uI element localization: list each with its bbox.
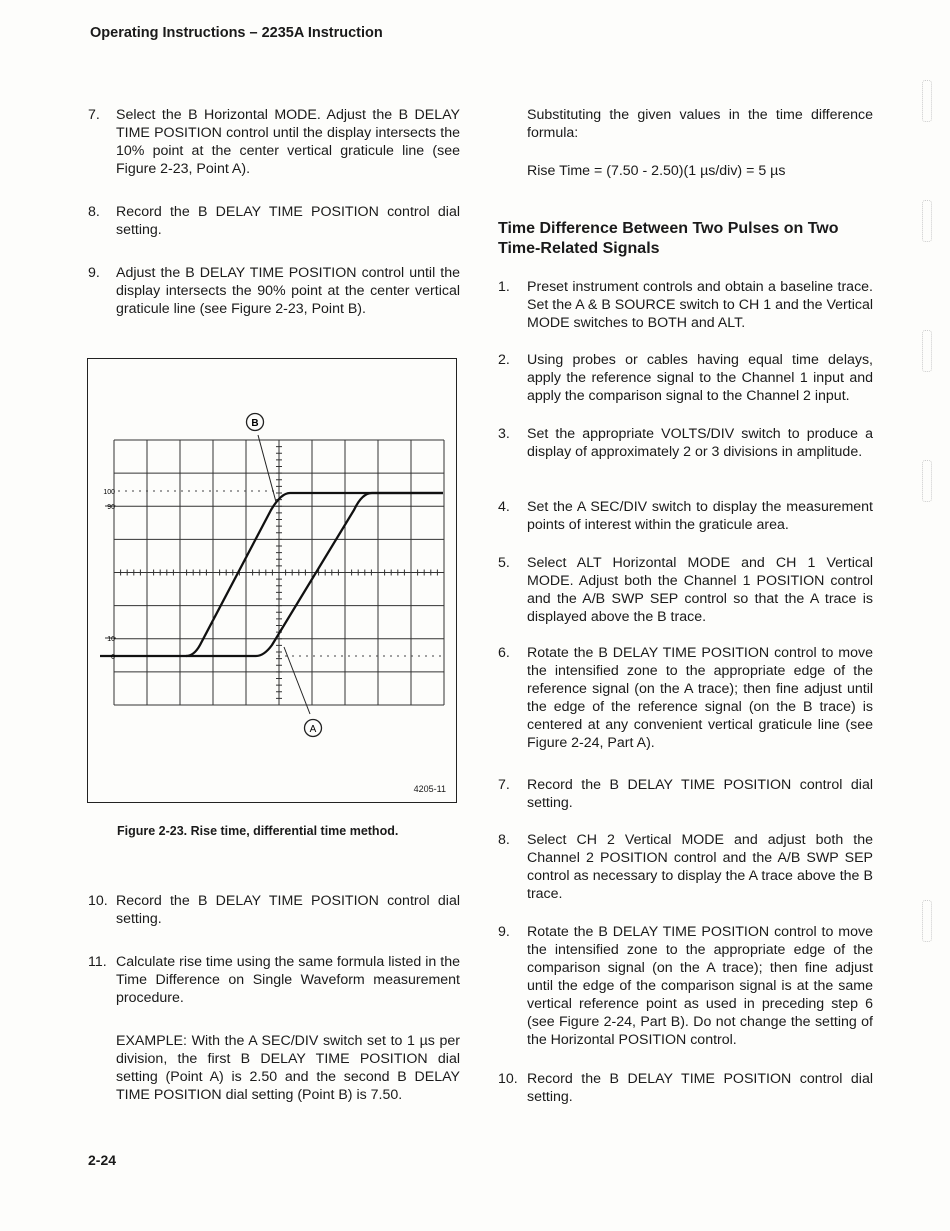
figure-rise-time bbox=[87, 358, 457, 803]
step-text: Preset instrument controls and obtain a baseline trace. Set the A & B SOURCE switch to CH 1 and the Vertical MODE switches to BOTH and ALT. bbox=[527, 279, 873, 331]
step-number: 9. bbox=[498, 924, 510, 940]
step-number: 5. bbox=[498, 555, 510, 571]
step-text: Rotate the B DELAY TIME POSITION control to move the intensified zone to the appropriate edge of the comparison signal (on the A trace); then fine adjust until the edge of the comparison signal is at the same vertical reference point as used in preceding step 6 (see Figure 2-24, Part B). Do not change the setting of the Horizontal POSITION control. bbox=[527, 924, 873, 1048]
step-number: 7. bbox=[88, 107, 100, 123]
step-number: 6. bbox=[498, 645, 510, 661]
label-10: 10 bbox=[107, 636, 115, 643]
step-number: 11. bbox=[88, 954, 107, 970]
step-number: 8. bbox=[88, 204, 100, 220]
step-text: Select the B Horizontal MODE. Adjust the B DELAY TIME POSITION control until the display intersects the 10% point at the center vertical graticule line (see Figure 2-23, Point A). bbox=[116, 107, 460, 177]
step-text: Calculate rise time using the same formula listed in the Time Difference on Single Waveform measurement procedure. bbox=[116, 954, 460, 1006]
step-text: Adjust the B DELAY TIME POSITION control until the display intersects the 90% point at the center vertical graticule line (see Figure 2-23, Point B). bbox=[116, 265, 460, 317]
label-0: 0 bbox=[111, 654, 115, 661]
point-a-label: A bbox=[309, 724, 317, 735]
step-number: 4. bbox=[498, 499, 510, 515]
page-number: 2-24 bbox=[88, 1152, 117, 1168]
section-heading: Time Difference Between Two Pulses on Two Time-Related Signals bbox=[498, 220, 839, 257]
step-number: 7. bbox=[498, 777, 510, 793]
example-paragraph: EXAMPLE: With the A SEC/DIV switch set to 1 µs per division, the first B DELAY TIME POSITION dial setting (Point A) is 2.50 and the second B DELAY TIME POSITION dial setting (Point B) is 7.50. bbox=[116, 1033, 460, 1103]
step-number: 1. bbox=[498, 279, 510, 295]
step-text: Select CH 2 Vertical MODE and adjust both the Channel 2 POSITION control and the A/B SWP SEP control as necessary to display the A trace above the B trace. bbox=[527, 832, 873, 902]
formula: Rise Time = (7.50 - 2.50)(1 µs/div) = 5 µs bbox=[527, 163, 786, 179]
step-text: Select ALT Horizontal MODE and CH 1 Vertical MODE. Adjust both the Channel 1 POSITION control and the A/B SWP SEP control so that the A trace is displayed above the B trace. bbox=[527, 555, 873, 625]
step-text: Record the B DELAY TIME POSITION control dial setting. bbox=[527, 1071, 873, 1105]
step-text: Set the A SEC/DIV switch to display the measurement points of interest within the graticule area. bbox=[527, 499, 873, 533]
intro-paragraph: Substituting the given values in the time difference formula: bbox=[527, 107, 873, 141]
label-90: 90 bbox=[107, 504, 115, 511]
step-text: Rotate the B DELAY TIME POSITION control to move the intensified zone to the appropriate edge of the reference signal (on the A trace); then fine adjust until the edge of the reference signal (on the B trace) is centered at any convenient vertical graticule line (see Figure 2-24, Part A). bbox=[527, 645, 873, 751]
step-text: Using probes or cables having equal time delays, apply the reference signal to the Channel 1 input and apply the comparison signal to the Channel 2 input. bbox=[527, 352, 873, 404]
step-number: 10. bbox=[498, 1071, 518, 1087]
figure-number: 4205-11 bbox=[413, 784, 446, 794]
page-header: Operating Instructions – 2235A Instruction bbox=[90, 25, 383, 41]
pointer-b bbox=[258, 435, 276, 502]
oscilloscope-graticule bbox=[88, 359, 458, 804]
step-number: 3. bbox=[498, 426, 510, 442]
step-number: 8. bbox=[498, 832, 510, 848]
label-100: 100 bbox=[103, 489, 115, 496]
figure-caption: Figure 2-23. Rise time, differential time method. bbox=[117, 824, 399, 838]
point-b-label: B bbox=[251, 418, 259, 429]
pointer-a bbox=[284, 647, 310, 714]
step-text: Record the B DELAY TIME POSITION control dial setting. bbox=[527, 777, 873, 811]
step-text: Record the B DELAY TIME POSITION control dial setting. bbox=[116, 204, 460, 238]
step-text: Record the B DELAY TIME POSITION control dial setting. bbox=[116, 893, 460, 927]
step-text: Set the appropriate VOLTS/DIV switch to produce a display of approximately 2 or 3 divisions in amplitude. bbox=[527, 426, 873, 460]
step-number: 2. bbox=[498, 352, 510, 368]
step-number: 9. bbox=[88, 265, 100, 281]
step-number: 10. bbox=[88, 893, 108, 909]
